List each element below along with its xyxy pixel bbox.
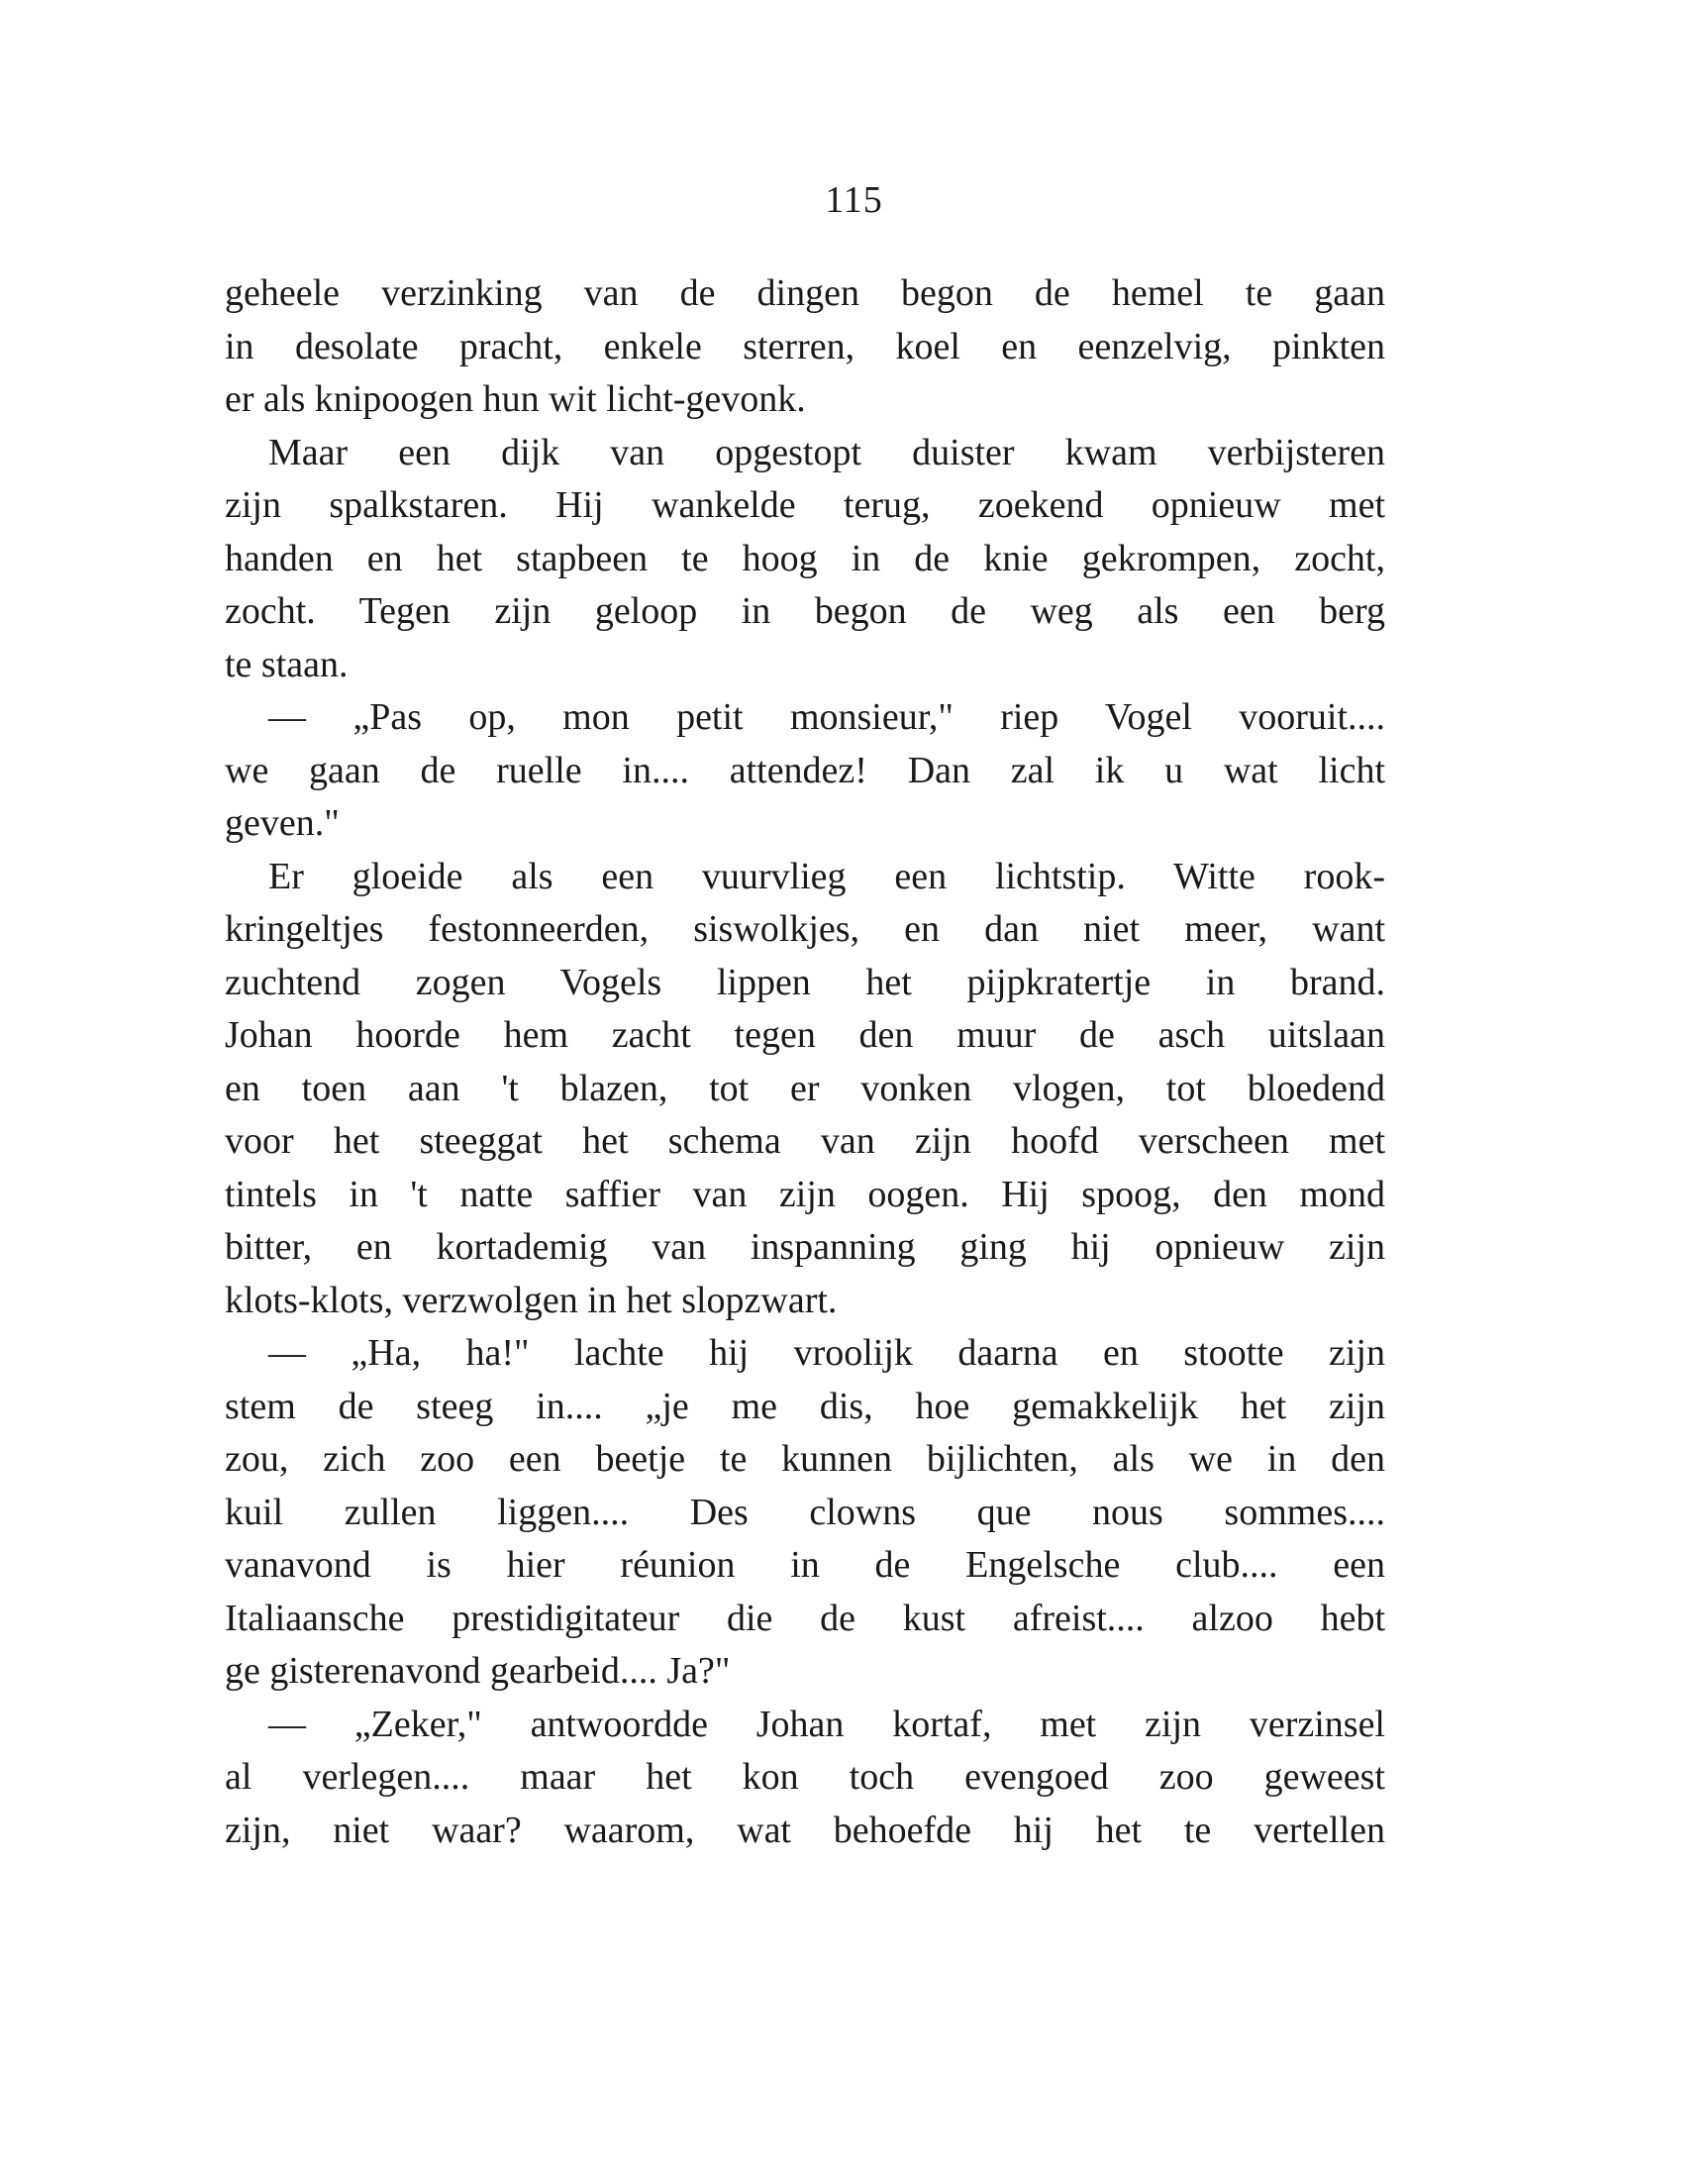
text-line: geven." bbox=[225, 802, 340, 844]
text-line: zou, zich zoo een beetje te kunnen bijlichten, als we in den bbox=[225, 1438, 1385, 1480]
text-line: er als knipoogen hun wit licht-gevonk. bbox=[225, 378, 806, 420]
text-line: vanavond is hier réunion in de Engelsche club.... een bbox=[225, 1544, 1385, 1586]
text-line: Johan hoorde hem zacht tegen den muur de asch uitslaan bbox=[225, 1014, 1385, 1056]
text-line: kuil zullen liggen.... Des clowns que nous sommes.... bbox=[225, 1491, 1385, 1533]
text-line: te staan. bbox=[225, 643, 349, 685]
text-line: handen en het stapbeen te hoog in de knie gekrompen, zocht, bbox=[225, 537, 1385, 579]
text-line: geheele verzinking van de dingen begon de hemel te gaan bbox=[225, 272, 1385, 314]
text-line: in desolate pracht, enkele sterren, koel en eenzelvig, pinkten bbox=[225, 325, 1385, 367]
text-line: we gaan de ruelle in.... attendez! Dan zal ik u wat licht bbox=[225, 749, 1385, 791]
text-line: zijn spalkstaren. Hij wankelde terug, zoekend opnieuw met bbox=[225, 484, 1385, 526]
text-line: — „Pas op, mon petit monsieur," riep Vogel vooruit.... bbox=[268, 696, 1385, 738]
text-line: zuchtend zogen Vogels lippen het pijpkratertje in brand. bbox=[225, 961, 1385, 1003]
text-line: Italiaansche prestidigitateur die de kust afreist.... alzoo hebt bbox=[225, 1597, 1385, 1639]
text-line: Er gloeide als een vuurvlieg een lichtstip. Witte rook- bbox=[268, 855, 1385, 897]
text-line: stem de steeg in.... „je me dis, hoe gemakkelijk het zijn bbox=[225, 1385, 1385, 1427]
text-line: voor het steeggat het schema van zijn hoofd verscheen met bbox=[225, 1120, 1385, 1162]
text-line: kringeltjes festonneerden, siswolkjes, en dan niet meer, want bbox=[225, 908, 1385, 950]
text-line: bitter, en kortademig van inspanning ging hij opnieuw zijn bbox=[225, 1226, 1385, 1268]
text-line: — „Ha, ha!" lachte hij vroolijk daarna en stootte zijn bbox=[268, 1332, 1385, 1374]
text-line: klots-klots, verzwolgen in het slopzwart. bbox=[225, 1279, 838, 1321]
text-line: zocht. Tegen zijn geloop in begon de weg als een berg bbox=[225, 590, 1385, 632]
body-text bbox=[225, 267, 1385, 1857]
text-line: — „Zeker," antwoordde Johan kortaf, met zijn verzinsel bbox=[268, 1703, 1385, 1745]
page-number: 115 bbox=[825, 179, 883, 221]
text-line: en toen aan 't blazen, tot er vonken vlogen, tot bloedend bbox=[225, 1067, 1385, 1109]
text-line: zijn, niet waar? waarom, wat behoefde hij het te vertellen bbox=[225, 1809, 1385, 1851]
text-line: Maar een dijk van opgestopt duister kwam verbijsteren bbox=[268, 431, 1385, 473]
text-line: al verlegen.... maar het kon toch evengoed zoo geweest bbox=[225, 1756, 1385, 1798]
text-line: ge gisterenavond gearbeid.... Ja?" bbox=[225, 1650, 731, 1692]
text-line: tintels in 't natte saffier van zijn oogen. Hij spoog, den mond bbox=[225, 1173, 1385, 1215]
